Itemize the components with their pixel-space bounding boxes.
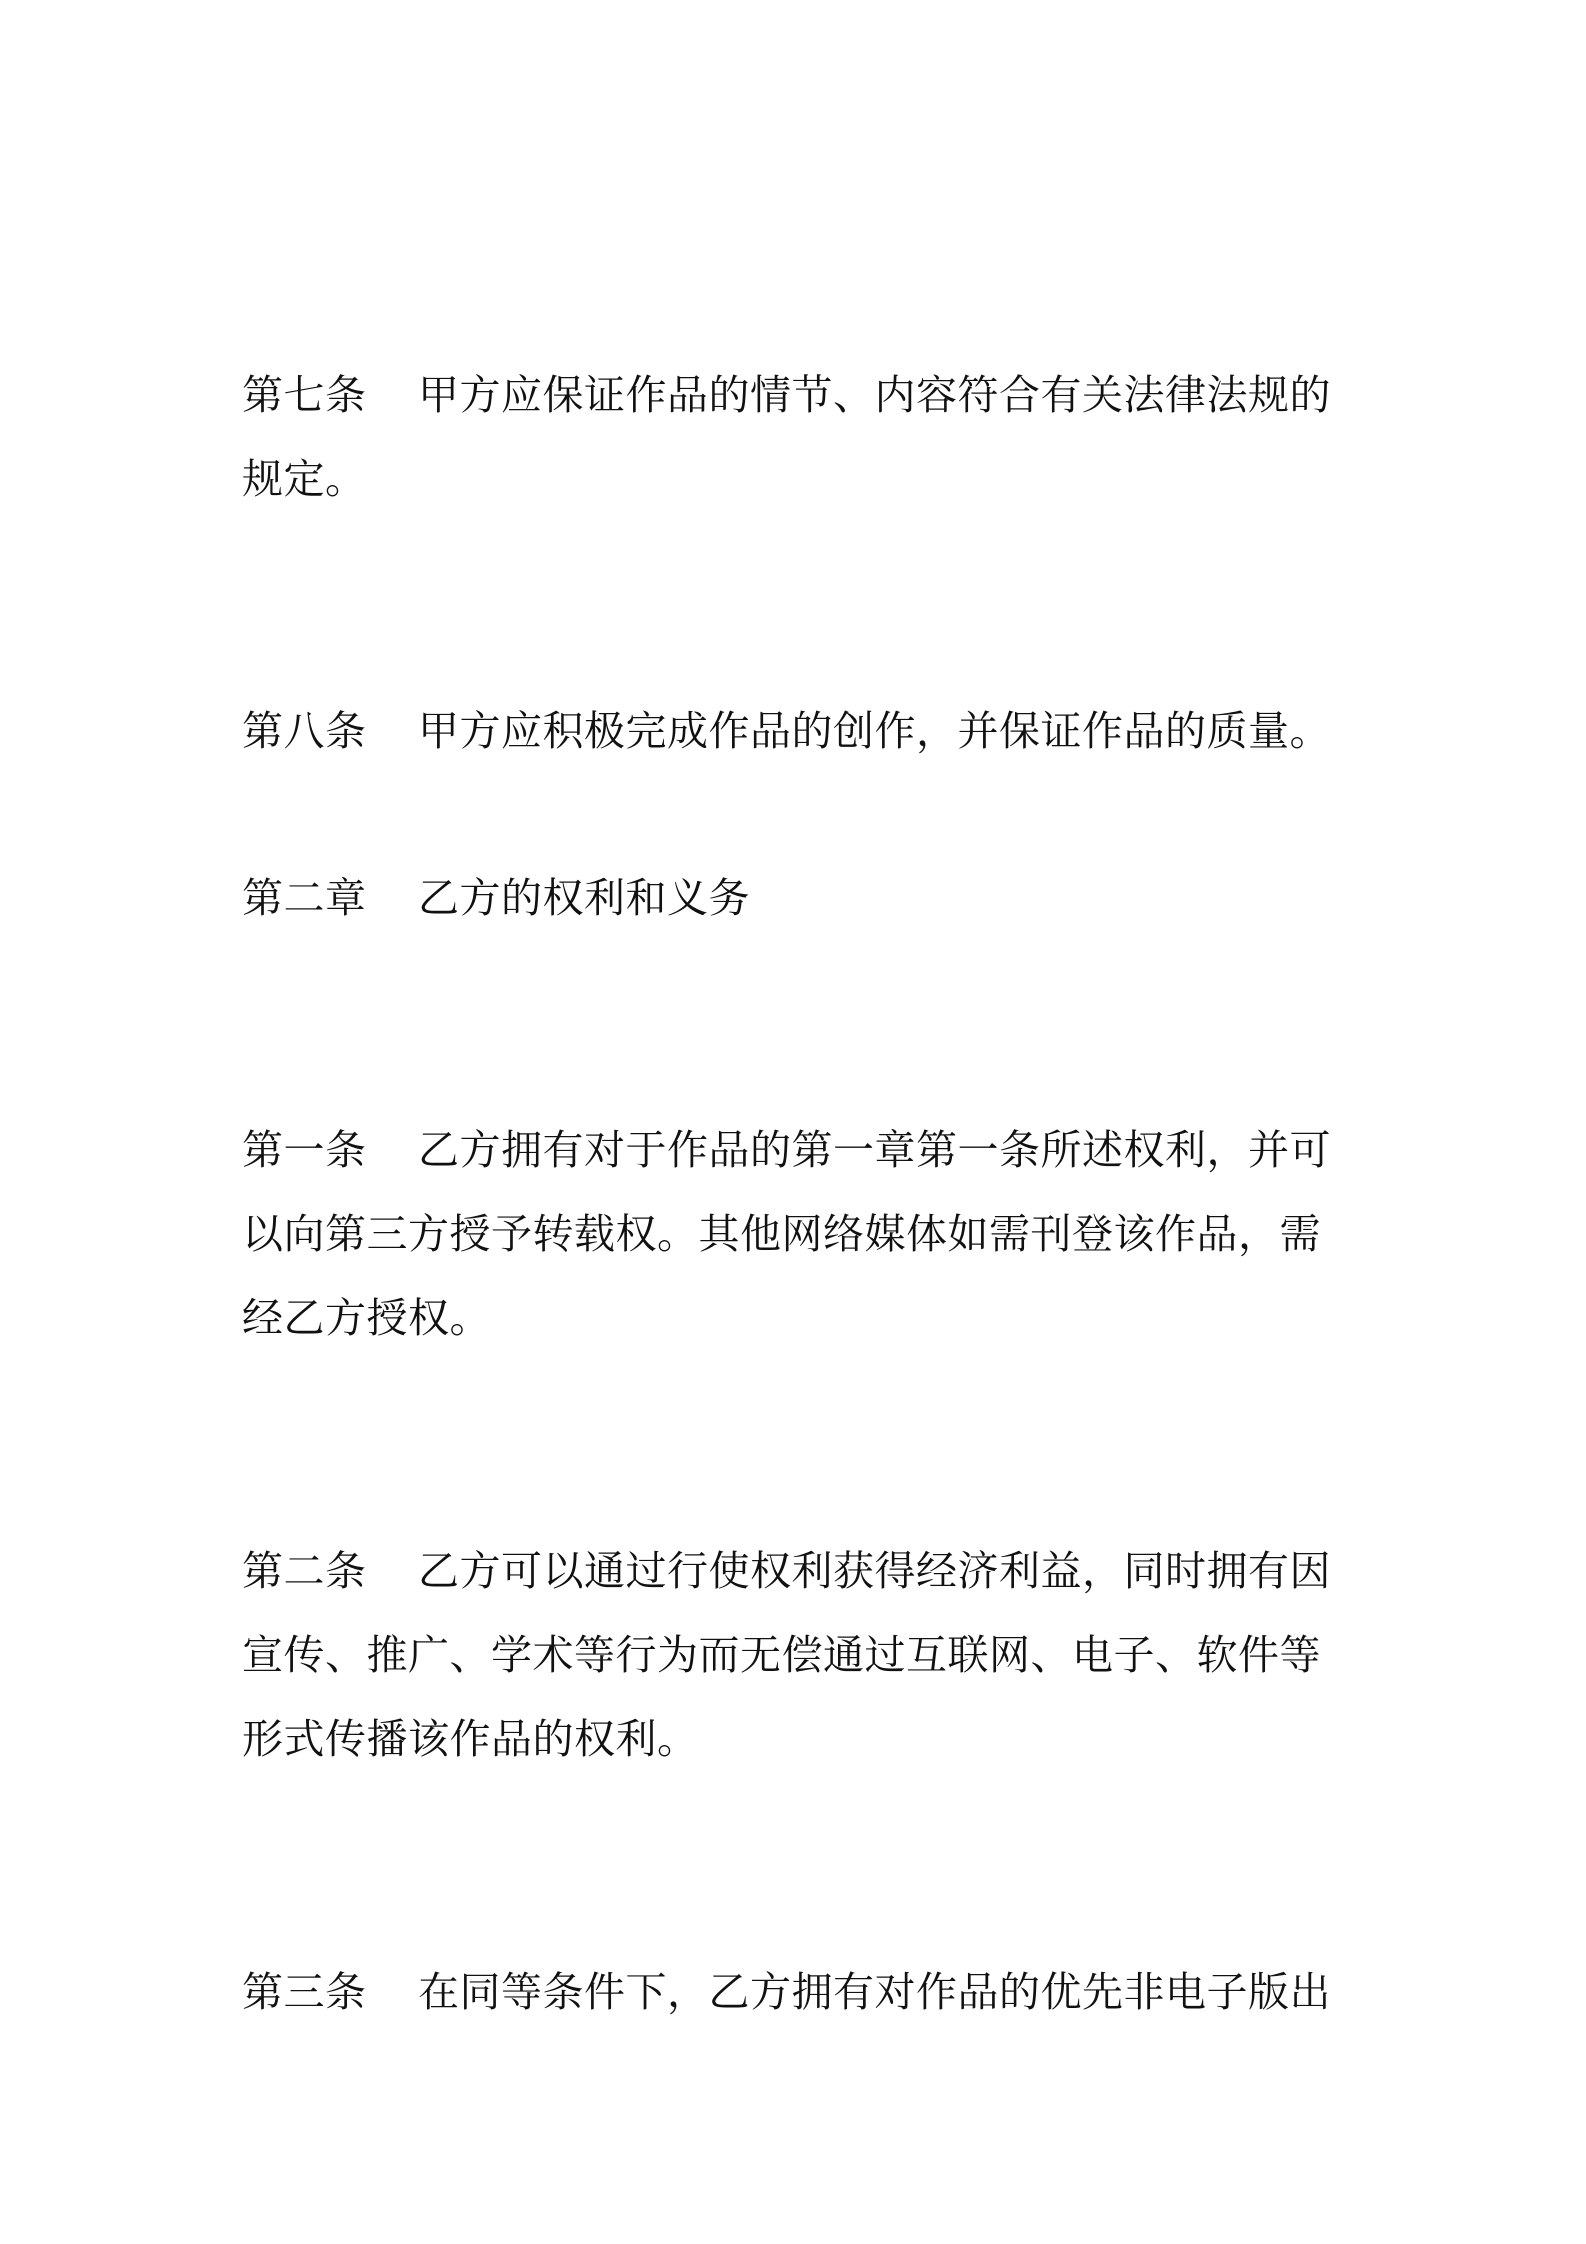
- article-7-paragraph: [242, 353, 1362, 521]
- article-7-label: 第七条: [242, 371, 367, 419]
- chapter-2-line-1: [242, 856, 1362, 940]
- article-3-paragraph: [242, 1950, 1362, 2034]
- article-8-label: 第八条: [242, 707, 367, 755]
- article-1-text-3: 经乙方授权。: [242, 1294, 491, 1342]
- chapter-2-label: 第二章: [242, 874, 367, 922]
- chapter-2-title: 乙方的权利和义务: [418, 874, 750, 922]
- article-2-label: 第二条: [242, 1547, 367, 1595]
- article-7-text-1: 甲方应保证作品的情节、内容符合有关法律法规的: [418, 371, 1331, 419]
- article-7-text-2: 规定。: [242, 455, 367, 503]
- chapter-2-heading: [242, 856, 1362, 940]
- article-3-label: 第三条: [242, 1968, 367, 2016]
- article-1-text-2: 以向第三方授予转载权。其他网络媒体如需刊登该作品，需: [242, 1210, 1321, 1258]
- article-8-text-1: 甲方应积极完成作品的创作，并保证作品的质量。: [418, 707, 1331, 755]
- article-1-paragraph: [242, 1108, 1362, 1360]
- article-3-text-1: 在同等条件下，乙方拥有对作品的优先非电子版出: [418, 1968, 1331, 2016]
- article-1-label: 第一条: [242, 1126, 367, 1174]
- article-2-text-1: 乙方可以通过行使权利获得经济利益，同时拥有因: [418, 1547, 1331, 1595]
- article-8-paragraph: [242, 689, 1362, 773]
- article-2-line-1: [242, 1529, 1362, 1613]
- article-8-line-1: [242, 689, 1362, 773]
- article-1-line-1: [242, 1108, 1362, 1192]
- article-7-line-1: [242, 353, 1362, 437]
- article-2-text-2: 宣传、推广、学术等行为而无偿通过互联网、电子、软件等: [242, 1631, 1321, 1679]
- article-1-text-1: 乙方拥有对于作品的第一章第一条所述权利，并可: [418, 1126, 1331, 1174]
- article-3-line-1: [242, 1950, 1362, 2034]
- article-2-paragraph: [242, 1529, 1362, 1781]
- article-2-text-3: 形式传播该作品的权利。: [242, 1715, 699, 1763]
